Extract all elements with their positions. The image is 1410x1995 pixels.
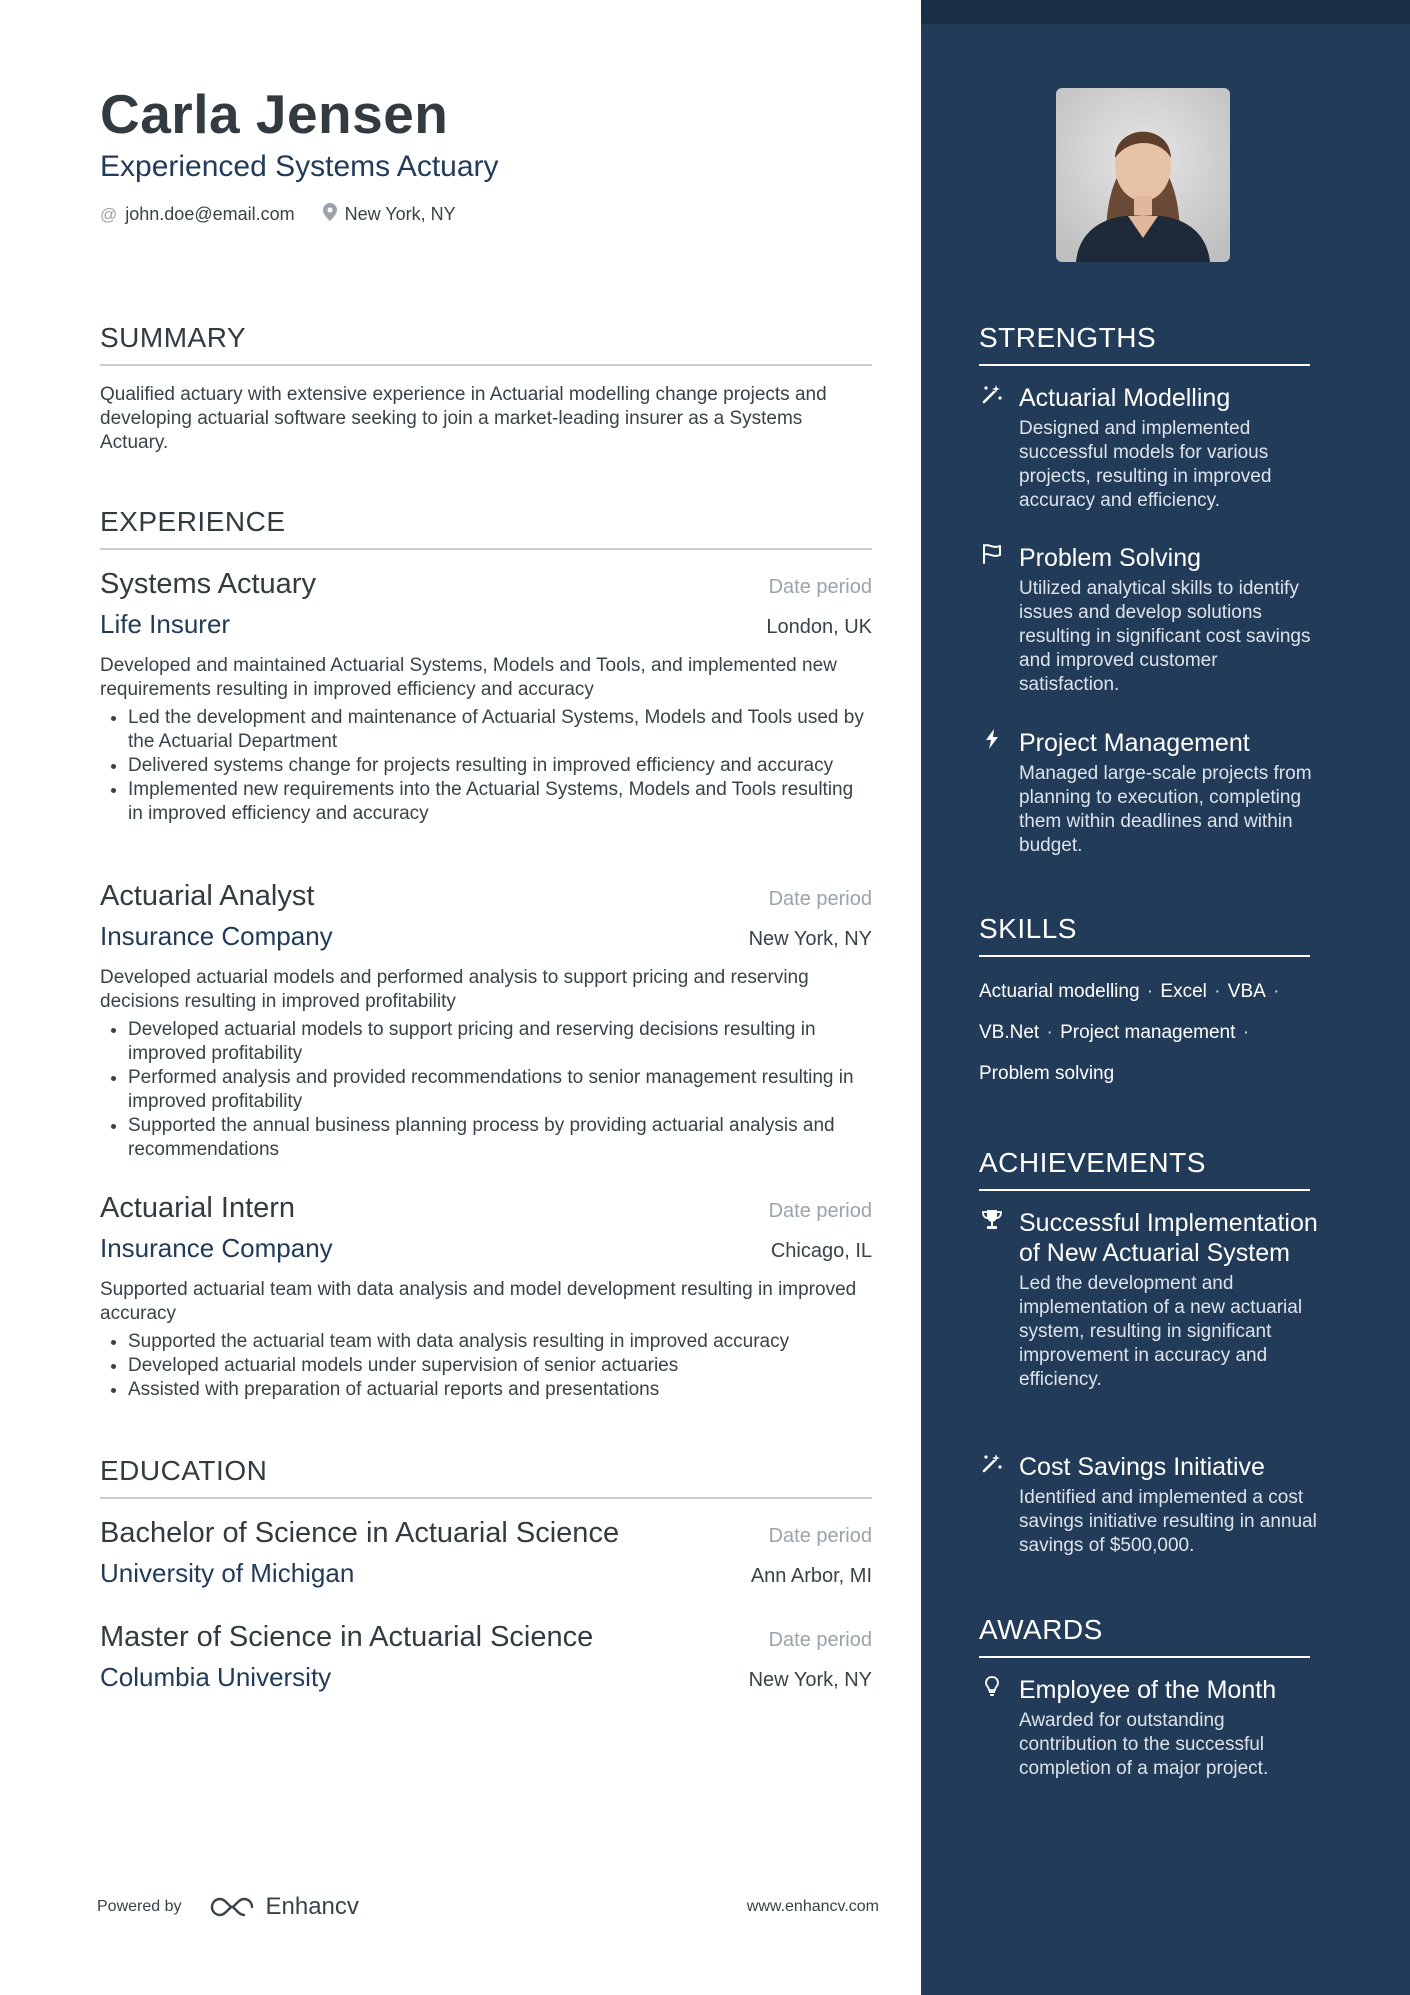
magic-wand-icon	[979, 1452, 1005, 1558]
skill-tag: Excel	[1160, 981, 1207, 1002]
strength-title: Problem Solving	[1019, 544, 1202, 572]
skills-list: Actuarial modelling · Excel · VBA · VB.Net · Project management · Problem solving	[979, 981, 1280, 1084]
magic-wand-icon	[979, 383, 1005, 513]
strength-item	[979, 728, 1319, 858]
achievement-title: Cost Savings Initiative	[1019, 1453, 1265, 1481]
candidate-name: Carla Jensen	[100, 83, 449, 145]
trophy-icon	[979, 1208, 1005, 1392]
skill-tag: Problem solving	[979, 1063, 1115, 1084]
experience-heading: EXPERIENCE	[100, 506, 872, 550]
education-location: Ann Arbor, MI	[750, 1565, 872, 1587]
job-role: Actuarial Intern	[100, 1192, 296, 1224]
experience-entry	[100, 880, 872, 1162]
job-company: Insurance Company	[100, 921, 333, 951]
job-bullet: • Implemented new requirements into the Actuarial Systems, Models and Tools resulting in improved efficiency and accuracy	[128, 778, 872, 826]
achievement-description: Identified and implemented a cost savings initiative resulting in annual savings of $500,000.	[1019, 1487, 1317, 1556]
job-description: Supported actuarial team with data analysis and model development resulting in improved accuracy	[100, 1279, 857, 1324]
experience-entry	[100, 568, 872, 826]
strength-description: Utilized analytical skills to identify issues and develop solutions resulting in significant cost savings and improved customer satisfaction.	[1019, 578, 1311, 695]
powered-by-label: Powered by	[97, 1898, 182, 1915]
lightbulb-icon	[979, 1675, 1005, 1781]
email-link[interactable]: john.doe@email.com	[125, 204, 295, 224]
education-date: Date period	[768, 1629, 872, 1651]
job-description: Developed actuarial models and performed analysis to support pricing and reserving decisions resulting in improved profitability	[100, 967, 809, 1012]
education-entry	[100, 1621, 872, 1693]
flag-icon	[979, 543, 1005, 697]
sidebar-top-strip	[921, 0, 1410, 24]
job-location: London, UK	[766, 616, 872, 638]
job-date: Date period	[768, 1200, 872, 1222]
skill-tag: VBA	[1227, 981, 1266, 1002]
enhancv-logo[interactable]	[208, 1893, 359, 1921]
job-company: Insurance Company	[100, 1233, 333, 1263]
job-description: Developed and maintained Actuarial Systems, Models and Tools, and implemented new requirements resulting in improved efficiency and accuracy	[100, 655, 837, 700]
job-bullet: • Assisted with preparation of actuarial reports and presentations	[128, 1378, 872, 1402]
strength-title: Project Management	[1019, 729, 1250, 757]
footer	[97, 1893, 879, 1921]
job-bullet: • Developed actuarial models to support pricing and reserving decisions resulting in improved profitability	[128, 1018, 872, 1066]
skill-tag: Project management	[1060, 1022, 1236, 1043]
job-date: Date period	[768, 888, 872, 910]
contact-info	[100, 203, 456, 226]
strength-description: Designed and implemented successful models for various projects, resulting in improved accuracy and efficiency.	[1019, 418, 1272, 511]
brand-name: Enhancv	[265, 1893, 359, 1920]
experience-entry	[100, 1192, 872, 1402]
skills-heading: SKILLS	[979, 913, 1310, 957]
job-bullets	[100, 706, 872, 826]
education-degree: Master of Science in Actuarial Science	[100, 1621, 594, 1653]
skill-tag: Actuarial modelling	[979, 981, 1140, 1002]
strength-description: Managed large-scale projects from planning to execution, completing them within deadlines and within budget.	[1019, 763, 1312, 856]
skill-tag: VB.Net	[979, 1022, 1040, 1043]
job-bullet: • Delivered systems change for projects resulting in improved efficiency and accuracy	[128, 754, 872, 778]
profile-photo	[1056, 88, 1230, 262]
candidate-title: Experienced Systems Actuary	[100, 150, 499, 183]
location-text: New York, NY	[344, 204, 456, 224]
achievement-item	[979, 1452, 1319, 1558]
job-bullet: • Supported the annual business planning process by providing actuarial analysis and recommendations	[128, 1114, 872, 1162]
job-role: Actuarial Analyst	[100, 880, 315, 912]
education-entry	[100, 1517, 872, 1589]
job-role: Systems Actuary	[100, 568, 316, 600]
awards-heading: AWARDS	[979, 1614, 1310, 1658]
summary-text: Qualified actuary with extensive experience in Actuarial modelling change projects and developing actuarial software seeking to join a market-leading insurer as a Systems Actuary.	[100, 384, 827, 453]
lightning-icon	[979, 728, 1005, 858]
award-title: Employee of the Month	[1019, 1676, 1277, 1704]
award-item	[979, 1675, 1319, 1781]
strength-item	[979, 543, 1319, 697]
at-icon: @	[100, 204, 118, 224]
job-bullets	[100, 1330, 872, 1402]
strength-title: Actuarial Modelling	[1019, 384, 1231, 412]
website-link[interactable]: www.enhancv.com	[746, 1898, 879, 1915]
job-bullet: • Developed actuarial models under supervision of senior actuaries	[128, 1354, 872, 1378]
job-date: Date period	[768, 576, 872, 598]
education-heading: EDUCATION	[100, 1455, 872, 1499]
job-bullets	[100, 1018, 872, 1162]
summary-heading: SUMMARY	[100, 322, 872, 366]
job-location: New York, NY	[748, 928, 872, 950]
achievements-heading: ACHIEVEMENTS	[979, 1147, 1310, 1191]
location-pin-icon	[323, 203, 337, 226]
education-school: University of Michigan	[100, 1558, 355, 1588]
strengths-heading: STRENGTHS	[979, 322, 1310, 366]
award-description: Awarded for outstanding contribution to the successful completion of a major project.	[1019, 1710, 1269, 1779]
education-location: New York, NY	[748, 1669, 872, 1691]
job-company: Life Insurer	[100, 609, 231, 639]
achievement-description: Led the development and implementation of a new actuarial system, resulting in significant improvement in accuracy and efficiency.	[1019, 1273, 1303, 1390]
strength-item	[979, 383, 1319, 513]
achievement-item	[979, 1208, 1319, 1392]
job-bullet: • Led the development and maintenance of Actuarial Systems, Models and Tools used by the Actuarial Department	[128, 706, 872, 754]
job-bullet: • Performed analysis and provided recommendations to senior management resulting in improved profitability	[128, 1066, 872, 1114]
achievement-title: Successful Implementation of New Actuarial System	[1019, 1209, 1318, 1267]
education-date: Date period	[768, 1525, 872, 1547]
education-school: Columbia University	[100, 1662, 332, 1692]
infinity-logo-icon	[208, 1895, 256, 1919]
job-bullet: • Supported the actuarial team with data analysis resulting in improved accuracy	[128, 1330, 872, 1354]
job-location: Chicago, IL	[770, 1240, 872, 1262]
education-degree: Bachelor of Science in Actuarial Science	[100, 1517, 620, 1549]
